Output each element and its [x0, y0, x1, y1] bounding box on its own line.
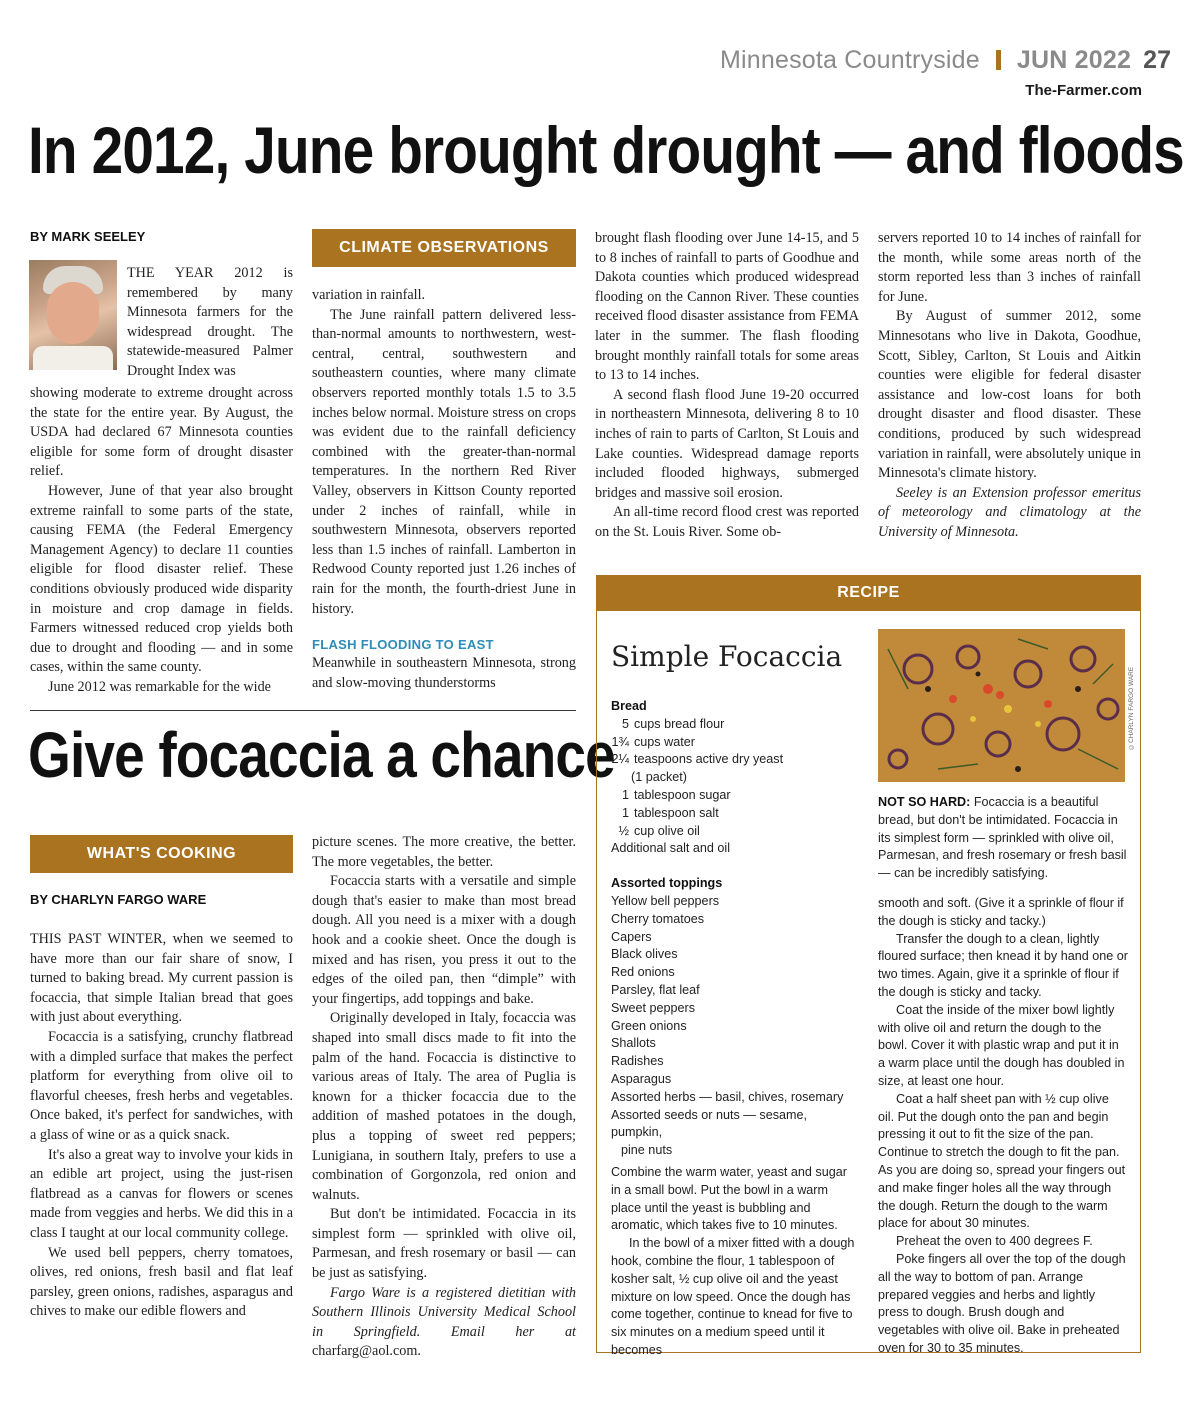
- ingredient-quantity: 1: [621, 805, 629, 820]
- publication-name: Minnesota Countryside: [720, 46, 980, 74]
- step-1: Combine the warm water, yeast and sugar in a small bowl. Put the bowl in a warm place until the yeast is bubbling and aromatic, which takes five to 10 minutes.: [611, 1165, 847, 1233]
- ingredient-quantity: 1: [621, 787, 629, 802]
- article2-col1: THIS PAST WINTER, when we seemed to have more than our fair share of snow, I turned to baking bread. My current passion is focaccia, that simple Italian bread that goes with just about everything. Focaccia is a satisfying, crunchy flatbread with a dimpled surface that makes the perfect platform for everything from olive oil to flavorful cheeses, fresh herbs and vegetables. Once baked, it's perfect for sandwiches, with a glass of wine or as a quick snack. It's also a great way to involve your kids in an edible art project, using the just-risen flatbread as a canvas for flowers or scenes made from veggies and herbs. We did this in a class I taught at our local community college. We used bell peppers, cherry tomatoes, olives, red onions, fresh basil and flat leaf parsley, green onions, radishes, asparagus and chives to make our edible flowers and: [30, 931, 293, 1320]
- step-2: In the bowl of a mixer fitted with a dough hook, combine the flour, 1 tablespoon of kosher salt, ½ cup olive oil and the yeast mixture on low speed. Once the dough has come together, continue to knead for five to six minutes on a medium speed until it becomes: [611, 1236, 855, 1357]
- toppings-continued: pine nuts: [621, 1143, 673, 1158]
- toppings-heading: Assorted toppings: [611, 876, 723, 891]
- article1-col1-wrap: THE YEAR 2012 is remembered by many Minnesota farmers for the widespread drought. The statewide-measured Palmer Drought Index was: [127, 265, 293, 379]
- topping-item: Red onions: [611, 965, 675, 980]
- topping-item: Capers: [611, 929, 652, 944]
- bread-ingredient: [611, 734, 861, 752]
- step-4: Transfer the dough to a clean, lightly floured surface; then knead it by hand one or two times. Again, give it a sprinkle of flour if the dough is sticky and tacky.: [878, 931, 1128, 999]
- topping-item: Parsley, flat leaf: [611, 982, 700, 997]
- ingredient-name: cup olive oil: [634, 823, 700, 838]
- ingredient-name: cups water: [634, 734, 695, 749]
- article2-byline: BY CHARLYN FARGO WARE: [30, 892, 207, 907]
- ingredient-name: tablespoon salt: [634, 805, 719, 820]
- bread-heading: Bread: [611, 699, 647, 713]
- article1-col1: showing moderate to extreme drought across the state for the entire year. By August, the USDA had declared 67 Minnesota counties eligible for some form of drought disaster relief. However, June of that year also brought extreme rainfall to some parts of the state, causing FEMA (the Federal Emergency Management Agency) to declare 11 counties eligible for flood disaster relief. These conditions obviously produced wide disparity in moisture and crop damage in fields. Farmers witnessed reduced crop yields both due to drought and flooding — and in some cases, within the same county. June 2012 was remarkable for the wide: [30, 385, 293, 695]
- step-6: Coat a half sheet pan with ½ cup olive oil. Put the dough onto the pan and begin pressing it out to fit the size of the pan. Continue to stretch the dough to fit the pan. As you are doing so, spread your fingers out and make finger holes all the way through the dough. Return the dough to the warm place for about 30 minutes.: [878, 1091, 1126, 1231]
- flash-flooding-subhead: FLASH FLOODING TO EAST: [312, 637, 494, 653]
- topping-item: Shallots: [611, 1036, 656, 1051]
- article1-col3: brought flash flooding over June 14-15, and 5 to 8 inches of rainfall to parts of Goodhue and Dakota counties which produced widespread flooding on the Cannon River. These counties received flood disaster assistance from FEMA later in the summer. The flash flooding brought monthly rainfall totals for some areas to 13 to 14 inches. A second flash flood June 19-20 occurred in northeastern Minnesota, delivering 8 to 10 inches of rain to parts of Carlton, St Louis and Lake counties. Widespread damage reports included flooded highways, submerged bridges and massive soil erosion. An all-time record flood crest was reported on the St. Louis River. Some ob-: [595, 230, 859, 540]
- recipe-steps-col2: [878, 895, 1128, 1358]
- recipe-steps-col1: [611, 1164, 859, 1360]
- header-divider: [996, 50, 1001, 70]
- ingredient-name: cups bread flour: [634, 716, 725, 731]
- bread-ingredient: [611, 751, 861, 769]
- recipe-title: Simple Focaccia: [611, 640, 843, 673]
- publication-header: [720, 46, 1171, 75]
- topping-item: Yellow bell peppers: [611, 893, 720, 908]
- step-7: Preheat the oven to 400 degrees F.: [896, 1234, 1093, 1249]
- author-email-link[interactable]: charfarg@aol.com.: [312, 1343, 421, 1360]
- author2-bio: Fargo Ware is a registered dietitian with Southern Illinois University Medical School in Springfield. Email her at charfarg@aol.com.: [312, 1284, 576, 1360]
- topping-item: Cherry tomatoes: [611, 911, 705, 926]
- photo-credit: ©CHARLYN FARGO WARE: [1128, 666, 1135, 750]
- article1-byline: BY MARK SEELEY: [30, 229, 146, 244]
- topping-item: Asparagus: [611, 1071, 672, 1086]
- bread-ingredient: [611, 787, 861, 805]
- ingredient-name: (1 packet): [631, 770, 687, 785]
- toppings-list: [611, 893, 861, 1142]
- ingredient-name: tablespoon sugar: [634, 787, 731, 802]
- author-bio: Seeley is an Extension professor emeritus of meteorology and climatology at the University of Minnesota.: [878, 484, 1141, 540]
- whats-cooking-banner: WHAT'S COOKING: [30, 835, 293, 873]
- photo-caption: NOT SO HARD: Focaccia is a beautiful bread, but don't be intimidated. Focaccia in its simplest form — sprinkled with olive oil, Parmesan, and fresh rosemary or fresh basil — can be incredibly satisfying.: [878, 795, 1127, 881]
- bread-ingredient: [611, 769, 861, 787]
- topping-item: Green onions: [611, 1018, 687, 1033]
- recipe-banner: RECIPE: [596, 575, 1141, 611]
- bread-ingredient: [611, 716, 861, 734]
- topping-item: Black olives: [611, 947, 678, 962]
- step-8: Poke fingers all over the top of the dough all the way to bottom of pan. Arrange prepared veggies and herbs and lightly press to dough. Brush dough and vegetables with olive oil. Bake in preheated oven for 30 to 35 minutes.: [878, 1251, 1126, 1355]
- topping-item: Assorted herbs — basil, chives, rosemary: [611, 1089, 844, 1104]
- ingredient-quantity: 5: [621, 716, 629, 731]
- article1-headline: In 2012, June brought drought — and floods: [28, 113, 1184, 187]
- ingredient-quantity: 2¼: [611, 752, 629, 767]
- ingredient-name: teaspoons active dry yeast: [634, 752, 784, 767]
- focaccia-photo: [878, 629, 1125, 782]
- website-url[interactable]: The-Farmer.com: [1025, 82, 1142, 99]
- topping-item: Sweet peppers: [611, 1000, 696, 1015]
- section-divider: [30, 710, 576, 711]
- ingredients-list: [611, 698, 861, 1160]
- step-5: Coat the inside of the mixer bowl lightly with olive oil and return the dough to the bowl. Cover it with plastic wrap and put it in a warm place until the dough has doubled in size, at least one hour.: [878, 1002, 1125, 1088]
- article1-col4: servers reported 10 to 14 inches of rainfall for the month, while some areas north of the storm reported less than 3 inches of rainfall for June. By August of summer 2012, some Minnesotans who live in Dakota, Goodhue, Scott, Sibley, Carlton, St Louis and Aitkin counties were eligible for federal disaster assistance and low-cost loans for both drought disaster and flood disaster. These conditions, produced by such widespread variation in rainfall, were absolutely unique in Minnesota's climate history. Seeley is an Extension professor emeritus of meteorology and climatology at the University of Minnesota.: [878, 229, 1141, 543]
- bread-extra: Additional salt and oil: [611, 841, 731, 856]
- ingredient-quantity: 1¾: [611, 734, 629, 749]
- issue-date: JUN 2022: [1016, 46, 1132, 74]
- caption-lead: NOT SO HARD:: [878, 795, 971, 809]
- bread-ingredients: [611, 716, 861, 841]
- focaccia-illustration: [878, 629, 1125, 782]
- topping-item: Radishes: [611, 1054, 664, 1069]
- topping-item: Assorted seeds or nuts — sesame, pumpkin,: [611, 1107, 807, 1140]
- page-number: 27: [1143, 46, 1172, 74]
- bread-ingredient: [611, 823, 861, 841]
- ingredient-quantity: ½: [618, 823, 629, 838]
- bread-ingredient: [611, 805, 861, 823]
- step-3: smooth and soft. (Give it a sprinkle of flour if the dough is sticky and tacky.): [878, 896, 1124, 928]
- article2-col2: picture scenes. The more creative, the better. The more vegetables, the better. Focaccia starts with a versatile and simple dough that's easier to make than most bread dough. All you need is a mixer with a dough hook and a cookie sheet. Once the dough is mixed and has risen, you press it out to the edges of the oiled pan, then “dimple” with your fingertips, add toppings and bake. Originally developed in Italy, focaccia was shaped into small discs made to fit into the palm of the hand. Focaccia is distinctive to various areas of Italy. The area of Puglia is known for a thicker focaccia due to the addition of mashed potatoes in the dough, plus a topping of sweet red peppers; Lunigiana, in southern Italy, prefers to use a combination of Gorgonzola, red onion and walnuts. But don't be intimidated. Focaccia in its simplest form — sprinkled with olive oil, Parmesan, and fresh rosemary or basil — can be just as satisfying. Fargo Ware is a registered dietitian with Southern Illinois University Medical School in Springfield. Email her at charfarg@aol.com.: [312, 833, 576, 1362]
- author-photo: [29, 260, 117, 370]
- article1-col2: variation in rainfall. The June rainfall pattern delivered less-than-normal amounts to northwestern, west-central, central, southwestern and southeastern counties, where many climate observers reported monthly totals 1.5 to 3.5 inches below normal. Moisture stress on crops was evident due to the rainfall deficiency combined with the greater-than-normal temperatures. In the northern Red River Valley, observers in Kittson County reported under 2 inches of rainfall, while in southwestern Minnesota, observers reported less than 1.5 inches of rainfall. Lamberton in Redwood County reported just 1.26 inches of rain for the month, the fourth-driest June in history. FLASH FLOODING TO EAST Meanwhile in southeastern Minnesota, strong and slow-moving thunderstorms: [312, 287, 576, 691]
- climate-observations-banner: CLIMATE OBSERVATIONS: [312, 229, 576, 267]
- article2-headline: Give focaccia a chance: [28, 719, 615, 791]
